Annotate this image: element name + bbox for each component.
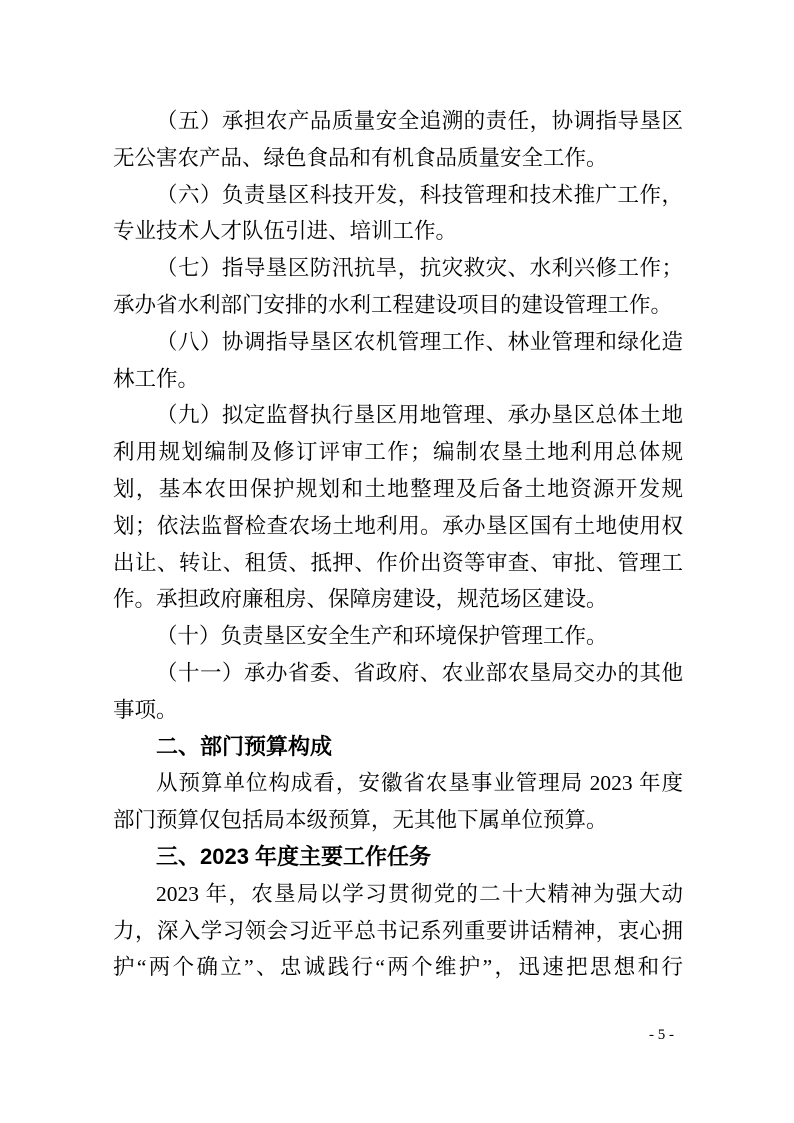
text-line: 部门预算仅包括局本级预算，无其他下属单位预算。: [113, 808, 608, 833]
text-line: 利用规划编制及修订评审工作；编制农垦土地利用总体规: [113, 440, 683, 465]
text-line: 三、2023 年度主要工作任务: [156, 843, 432, 869]
paragraph: [113, 324, 683, 398]
text-line: 事项。: [113, 697, 178, 722]
text-line: 从预算单位构成看，安徽省农垦事业管理局 2023 年度: [156, 771, 683, 796]
document-text-block: [113, 103, 683, 986]
text-line: 划，基本农田保护规划和土地整理及后备土地资源开发规: [113, 476, 683, 501]
paragraph: [113, 397, 683, 618]
text-line: （十一）承办省委、省政府、农业部农垦局交办的其他: [156, 660, 683, 685]
text-line: （五）承担农产品质量安全追溯的责任，协调指导垦区: [156, 109, 683, 133]
text-line: 二、部门预算构成: [156, 733, 333, 759]
text-line: 出让、转让、租赁、抵押、作价出资等审查、审批、管理工: [113, 550, 683, 575]
text-line: （九）拟定监督执行垦区用地管理、承办垦区总体土地: [156, 403, 683, 428]
text-line: 无公害农产品、绿色食品和有机食品质量安全工作。: [113, 145, 608, 170]
paragraph: [113, 250, 683, 324]
section-heading: [113, 729, 683, 766]
text-line: （八）协调指导垦区农机管理工作、林业管理和绿化造: [156, 329, 683, 354]
text-line: 护“两个确立”、忠诚践行“两个维护”，迅速把思想和行: [113, 955, 683, 980]
text-line: （六）负责垦区科技开发，科技管理和技术推广工作，: [156, 182, 683, 207]
text-line: 力，深入学习领会习近平总书记系列重要讲话精神，衷心拥: [113, 918, 683, 943]
text-line: 2023 年，农垦局以学习贯彻党的二十大精神为强大动: [156, 881, 683, 906]
text-line: 作。承担政府廉租房、保障房建设，规范场区建设。: [113, 587, 608, 612]
text-line: （十）负责垦区安全生产和环境保护管理工作。: [156, 624, 608, 649]
text-line: 林工作。: [113, 366, 200, 391]
section-heading: [113, 839, 683, 876]
paragraph: [113, 103, 683, 177]
page-number: - 5 -: [649, 1027, 674, 1043]
paragraph: [113, 876, 683, 986]
paragraph: [113, 177, 683, 251]
text-line: 划；依法监督检查农场土地利用。承办垦区国有土地使用权: [113, 513, 683, 538]
paragraph: [113, 765, 683, 839]
text-line: 专业技术人才队伍引进、培训工作。: [113, 219, 458, 244]
paragraph: [113, 655, 683, 729]
text-line: （七）指导垦区防汛抗旱，抗灾救灾、水利兴修工作；: [156, 256, 683, 281]
paragraph: [113, 618, 683, 655]
text-line: 承办省水利部门安排的水利工程建设项目的建设管理工作。: [113, 292, 673, 317]
